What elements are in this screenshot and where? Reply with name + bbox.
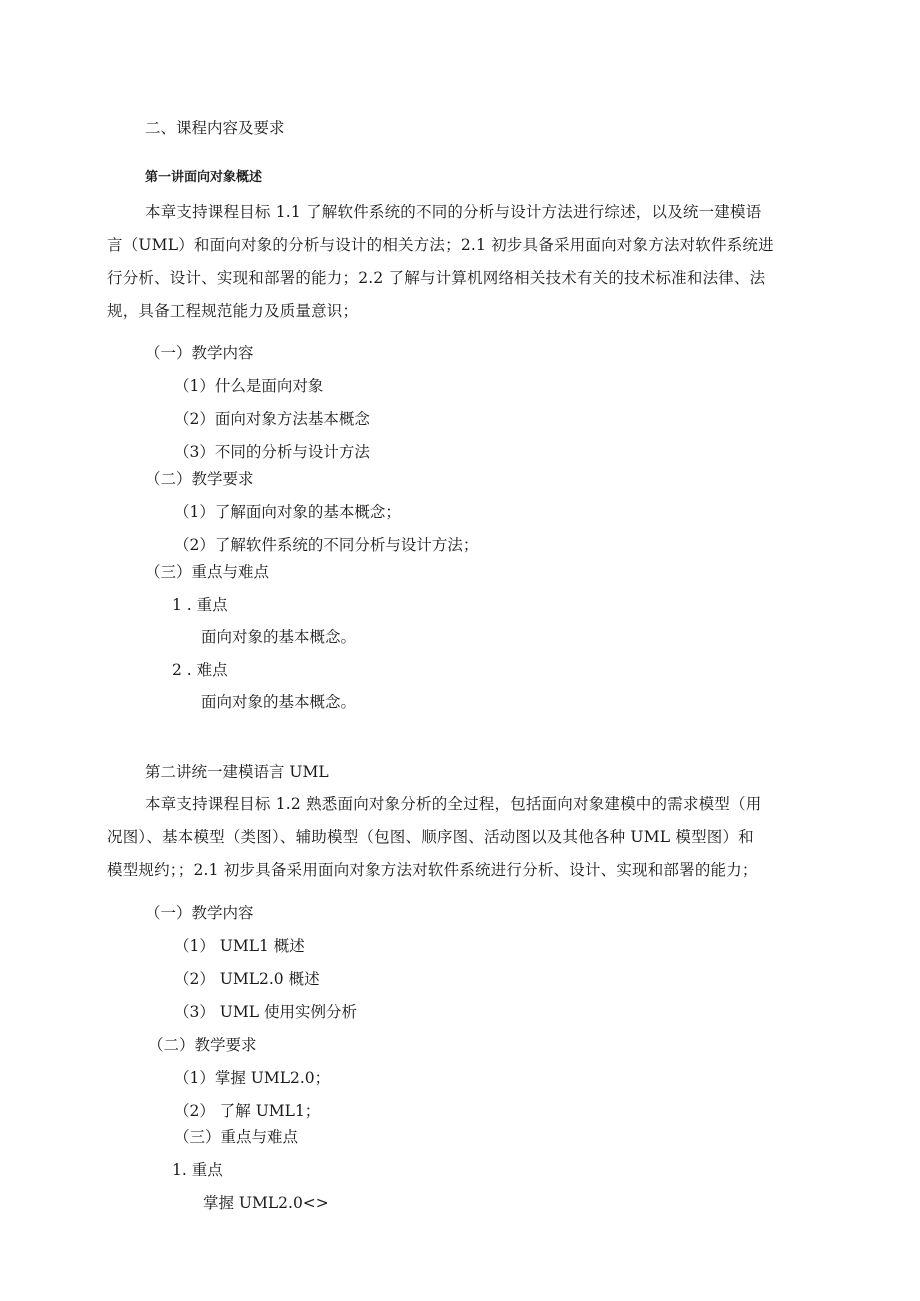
lecture2-req-heading: （二）教学要求	[148, 1036, 257, 1054]
lecture1-intro-line: 言（UML）和面向对象的分析与设计的相关方法；2.1 初步具备采用面向对象方法对软件系统进	[107, 236, 774, 254]
lecture1-content-item: （3）不同的分析与设计方法	[174, 443, 370, 461]
lecture2-content-item: （3） UML 使用实例分析	[174, 1003, 357, 1021]
lecture2-title: 第二讲统一建模语言 UML	[145, 763, 329, 781]
lecture1-intro-line: 本章支持课程目标 1.1 了解软件系统的不同的分析与设计方法进行综述，以及统一建模语	[145, 203, 762, 221]
lecture1-diff-label: 2 . 难点	[172, 661, 228, 679]
lecture1-key-label: 1 . 重点	[172, 596, 228, 614]
lecture1-key-heading: （三）重点与难点	[145, 563, 270, 581]
lecture1-intro-line: 规，具备工程规范能力及质量意识；	[107, 302, 359, 320]
lecture2-intro-line: 模型规约；；2.1 初步具备采用面向对象方法对软件系统进行分析、设计、实现和部署的能力；	[107, 861, 758, 879]
lecture1-diff-text: 面向对象的基本概念。	[201, 693, 357, 711]
lecture1-title: 第一讲面向对象概述	[145, 170, 263, 185]
lecture1-req-heading: （二）教学要求	[145, 470, 254, 488]
lecture2-intro-line: 本章支持课程目标 1.2 熟悉面向对象分析的全过程，包括面向对象建模中的需求模型（用	[145, 795, 762, 813]
lecture2-key-label: 1. 重点	[172, 1161, 223, 1179]
lecture2-key-text: 掌握 UML2.0<>	[203, 1194, 329, 1212]
lecture1-req-item: （2）了解软件系统的不同分析与设计方法；	[174, 536, 479, 554]
lecture1-content-heading: （一）教学内容	[145, 344, 254, 362]
lecture1-req-item: （1）了解面向对象的基本概念；	[174, 503, 401, 521]
lecture2-intro	[107, 788, 819, 887]
lecture1-intro-line: 行分析、设计、实现和部署的能力；2.2 了解与计算机网络相关技术有关的技术标准和法律、法	[107, 269, 766, 287]
lecture2-req-item: （2） 了解 UML1；	[174, 1102, 321, 1120]
lecture1-intro	[107, 196, 819, 328]
lecture1-key-text: 面向对象的基本概念。	[201, 628, 357, 646]
lecture2-intro-line: 况图）、基本模型（类图）、辅助模型（包图、顺序图、活动图以及其他各种 UML 模型图）和	[107, 828, 754, 846]
lecture2-key-heading: （三）重点与难点	[174, 1128, 299, 1146]
lecture2-content-item: （1） UML1 概述	[174, 937, 305, 955]
lecture2-req-item: （1）掌握 UML2.0；	[174, 1069, 331, 1087]
section-heading: 二、课程内容及要求	[145, 119, 285, 137]
lecture2-content-heading: （一）教学内容	[145, 904, 254, 922]
lecture1-content-item: （2）面向对象方法基本概念	[174, 410, 370, 428]
lecture1-content-item: （1）什么是面向对象	[174, 377, 324, 395]
lecture2-content-item: （2） UML2.0 概述	[174, 970, 320, 988]
